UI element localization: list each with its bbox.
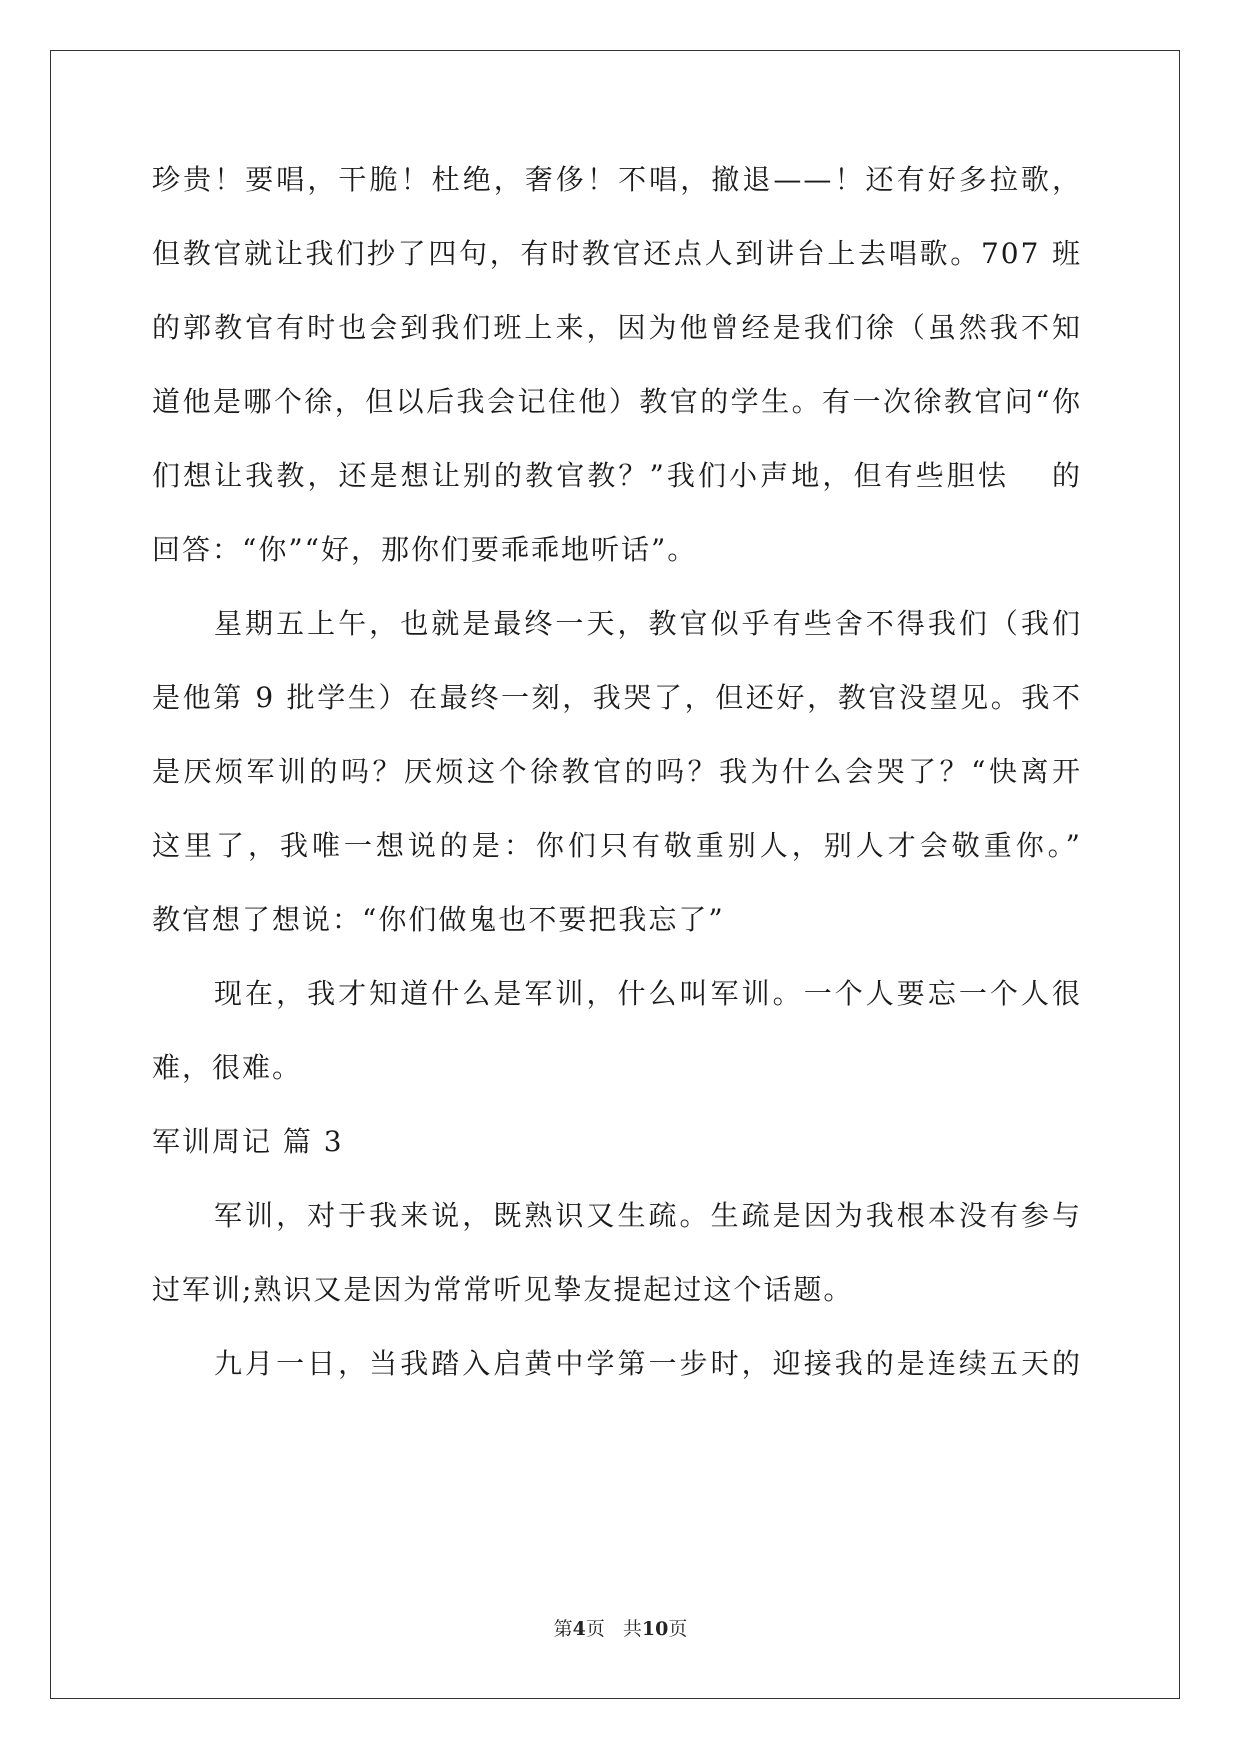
- page-footer: [0, 1617, 1241, 1641]
- footer-prefix: 第: [553, 1618, 573, 1640]
- text-line: 这里了，我唯一想说的是：你们只有敬重别人，别人才会敬重你。”: [152, 829, 1082, 862]
- page-number: 4: [572, 1618, 586, 1640]
- section-heading: 军训周记 篇 3: [152, 1125, 344, 1158]
- paragraph-start-line: 军训，对于我来说，既熟识又生疏。生疏是因为我根本没有参与: [214, 1199, 1082, 1232]
- text-line: 道他是哪个徐，但以后我会记住他）教官的学生。有一次徐教官问“你: [152, 385, 1082, 418]
- total-pages: 10: [641, 1618, 669, 1640]
- text-line: 难，很难。: [152, 1051, 303, 1084]
- footer-total-suffix: 页: [668, 1618, 688, 1640]
- paragraph-start-line: 现在，我才知道什么是军训，什么叫军训。一个人要忘一个人很: [214, 977, 1082, 1010]
- text-line: 是厌烦军训的吗？厌烦这个徐教官的吗？我为什么会哭了？“快离开: [152, 755, 1082, 788]
- text-line: 过军训;熟识又是因为常常听见挚友提起过这个话题。: [152, 1273, 854, 1306]
- footer-page-suffix: 页: [585, 1618, 605, 1640]
- text-line: 的郭教官有时也会到我们班上来，因为他曾经是我们徐（虽然我不知: [152, 311, 1082, 344]
- paragraph-start-line: 九月一日，当我踏入启黄中学第一步时，迎接我的是连续五天的: [214, 1347, 1082, 1380]
- paragraph-start-line: 星期五上午，也就是最终一天，教官似乎有些舍不得我们（我们: [214, 607, 1082, 640]
- text-line: 们想让我教，还是想让别的教官教？”我们小声地，但有些胆怯 的: [152, 459, 1082, 492]
- page-border: [50, 50, 1180, 1699]
- text-line: 教官想了想说：“你们做鬼也不要把我忘了”: [152, 903, 725, 936]
- text-line: 但教官就让我们抄了四句，有时教官还点人到讲台上去唱歌。707 班: [152, 237, 1082, 270]
- text-line: 珍贵！要唱，干脆！杜绝，奢侈！不唱，撤退——！还有好多拉歌，: [152, 163, 1082, 196]
- text-line: 回答：“你”“好，那你们要乖乖地听话”。: [152, 533, 698, 566]
- text-line: 是他第 9 批学生）在最终一刻，我哭了，但还好，教官没望见。我不: [152, 681, 1082, 714]
- footer-total-prefix: 共: [622, 1618, 642, 1640]
